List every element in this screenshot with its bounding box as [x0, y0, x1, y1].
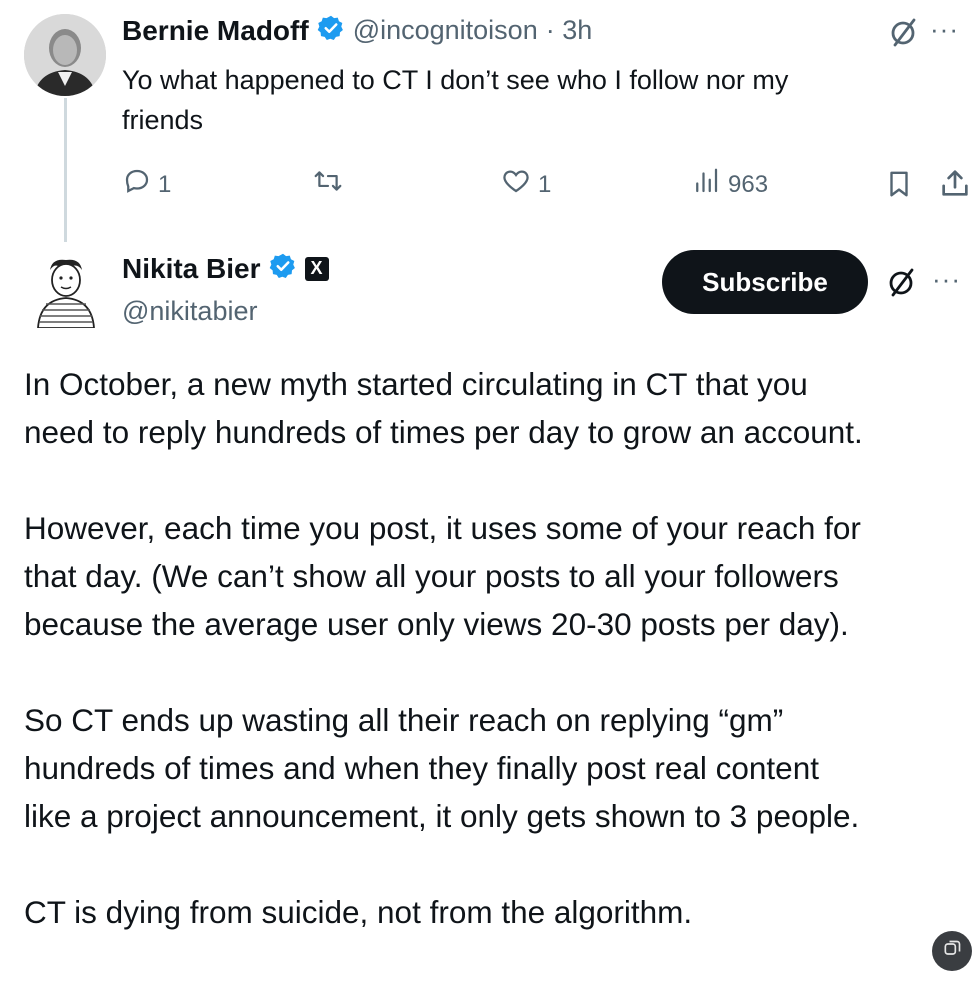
reply-text-line-2: friends: [122, 105, 204, 135]
post-body: [24, 360, 974, 984]
grok-slash-icon[interactable]: [886, 266, 918, 303]
heart-icon: [500, 166, 538, 203]
reply-header: [122, 14, 592, 47]
affiliate-x-badge-icon[interactable]: X: [305, 257, 329, 281]
post-header: [122, 252, 329, 285]
verified-badge-icon: [317, 14, 345, 47]
reply-handle[interactable]: @incognitoison: [352, 15, 538, 45]
avatar-bernie[interactable]: [24, 14, 106, 96]
reply-button[interactable]: [122, 166, 171, 203]
screenshot-corner-button[interactable]: [932, 931, 972, 971]
more-options-icon[interactable]: ···: [930, 14, 959, 44]
thread-connector-line: [64, 98, 67, 242]
copy-icon: [942, 939, 962, 964]
more-options-icon[interactable]: ···: [932, 264, 961, 294]
reply-text-line-1: Yo what happened to CT I don’t see who I follow nor my: [122, 65, 789, 95]
reply-icon: [122, 166, 158, 203]
share-icon[interactable]: [938, 166, 972, 205]
like-button[interactable]: [500, 166, 551, 203]
reply-text: [122, 60, 788, 140]
post-author-name[interactable]: Nikita Bier: [122, 252, 261, 284]
repost-icon: [312, 166, 350, 203]
views-icon: [690, 166, 728, 203]
post-handle[interactable]: @nikitabier: [122, 296, 258, 326]
repost-button[interactable]: [312, 166, 350, 203]
reply-author-name[interactable]: Bernie Madoff: [122, 14, 309, 46]
avatar-nikita[interactable]: [28, 252, 104, 328]
post-paragraph-4: CT is dying from suicide, not from the algorithm.: [24, 894, 693, 930]
post-paragraph-3: So CT ends up wasting all their reach on replying “gm” hundreds of times and when they finally post real content like a project announcement, it only gets shown to 3 people.: [24, 702, 860, 834]
grok-slash-icon[interactable]: [888, 16, 920, 53]
reply-count: 1: [158, 170, 172, 198]
subscribe-button[interactable]: Subscribe: [662, 250, 868, 314]
views-button[interactable]: [690, 166, 768, 203]
verified-badge-icon: [269, 252, 297, 285]
post-paragraph-2: However, each time you post, it uses some of your reach for that day. (We can’t show all your posts to all your followers because the average user only views 20-30 posts per day).: [24, 510, 861, 642]
bookmark-icon[interactable]: [884, 168, 914, 205]
reply-timestamp[interactable]: · 3h: [545, 15, 593, 45]
post-paragraph-1: In October, a new myth started circulating in CT that you need to reply hundreds of times per day to grow an account.: [24, 366, 863, 450]
like-count: 1: [538, 170, 552, 198]
views-count: 963: [728, 170, 769, 198]
